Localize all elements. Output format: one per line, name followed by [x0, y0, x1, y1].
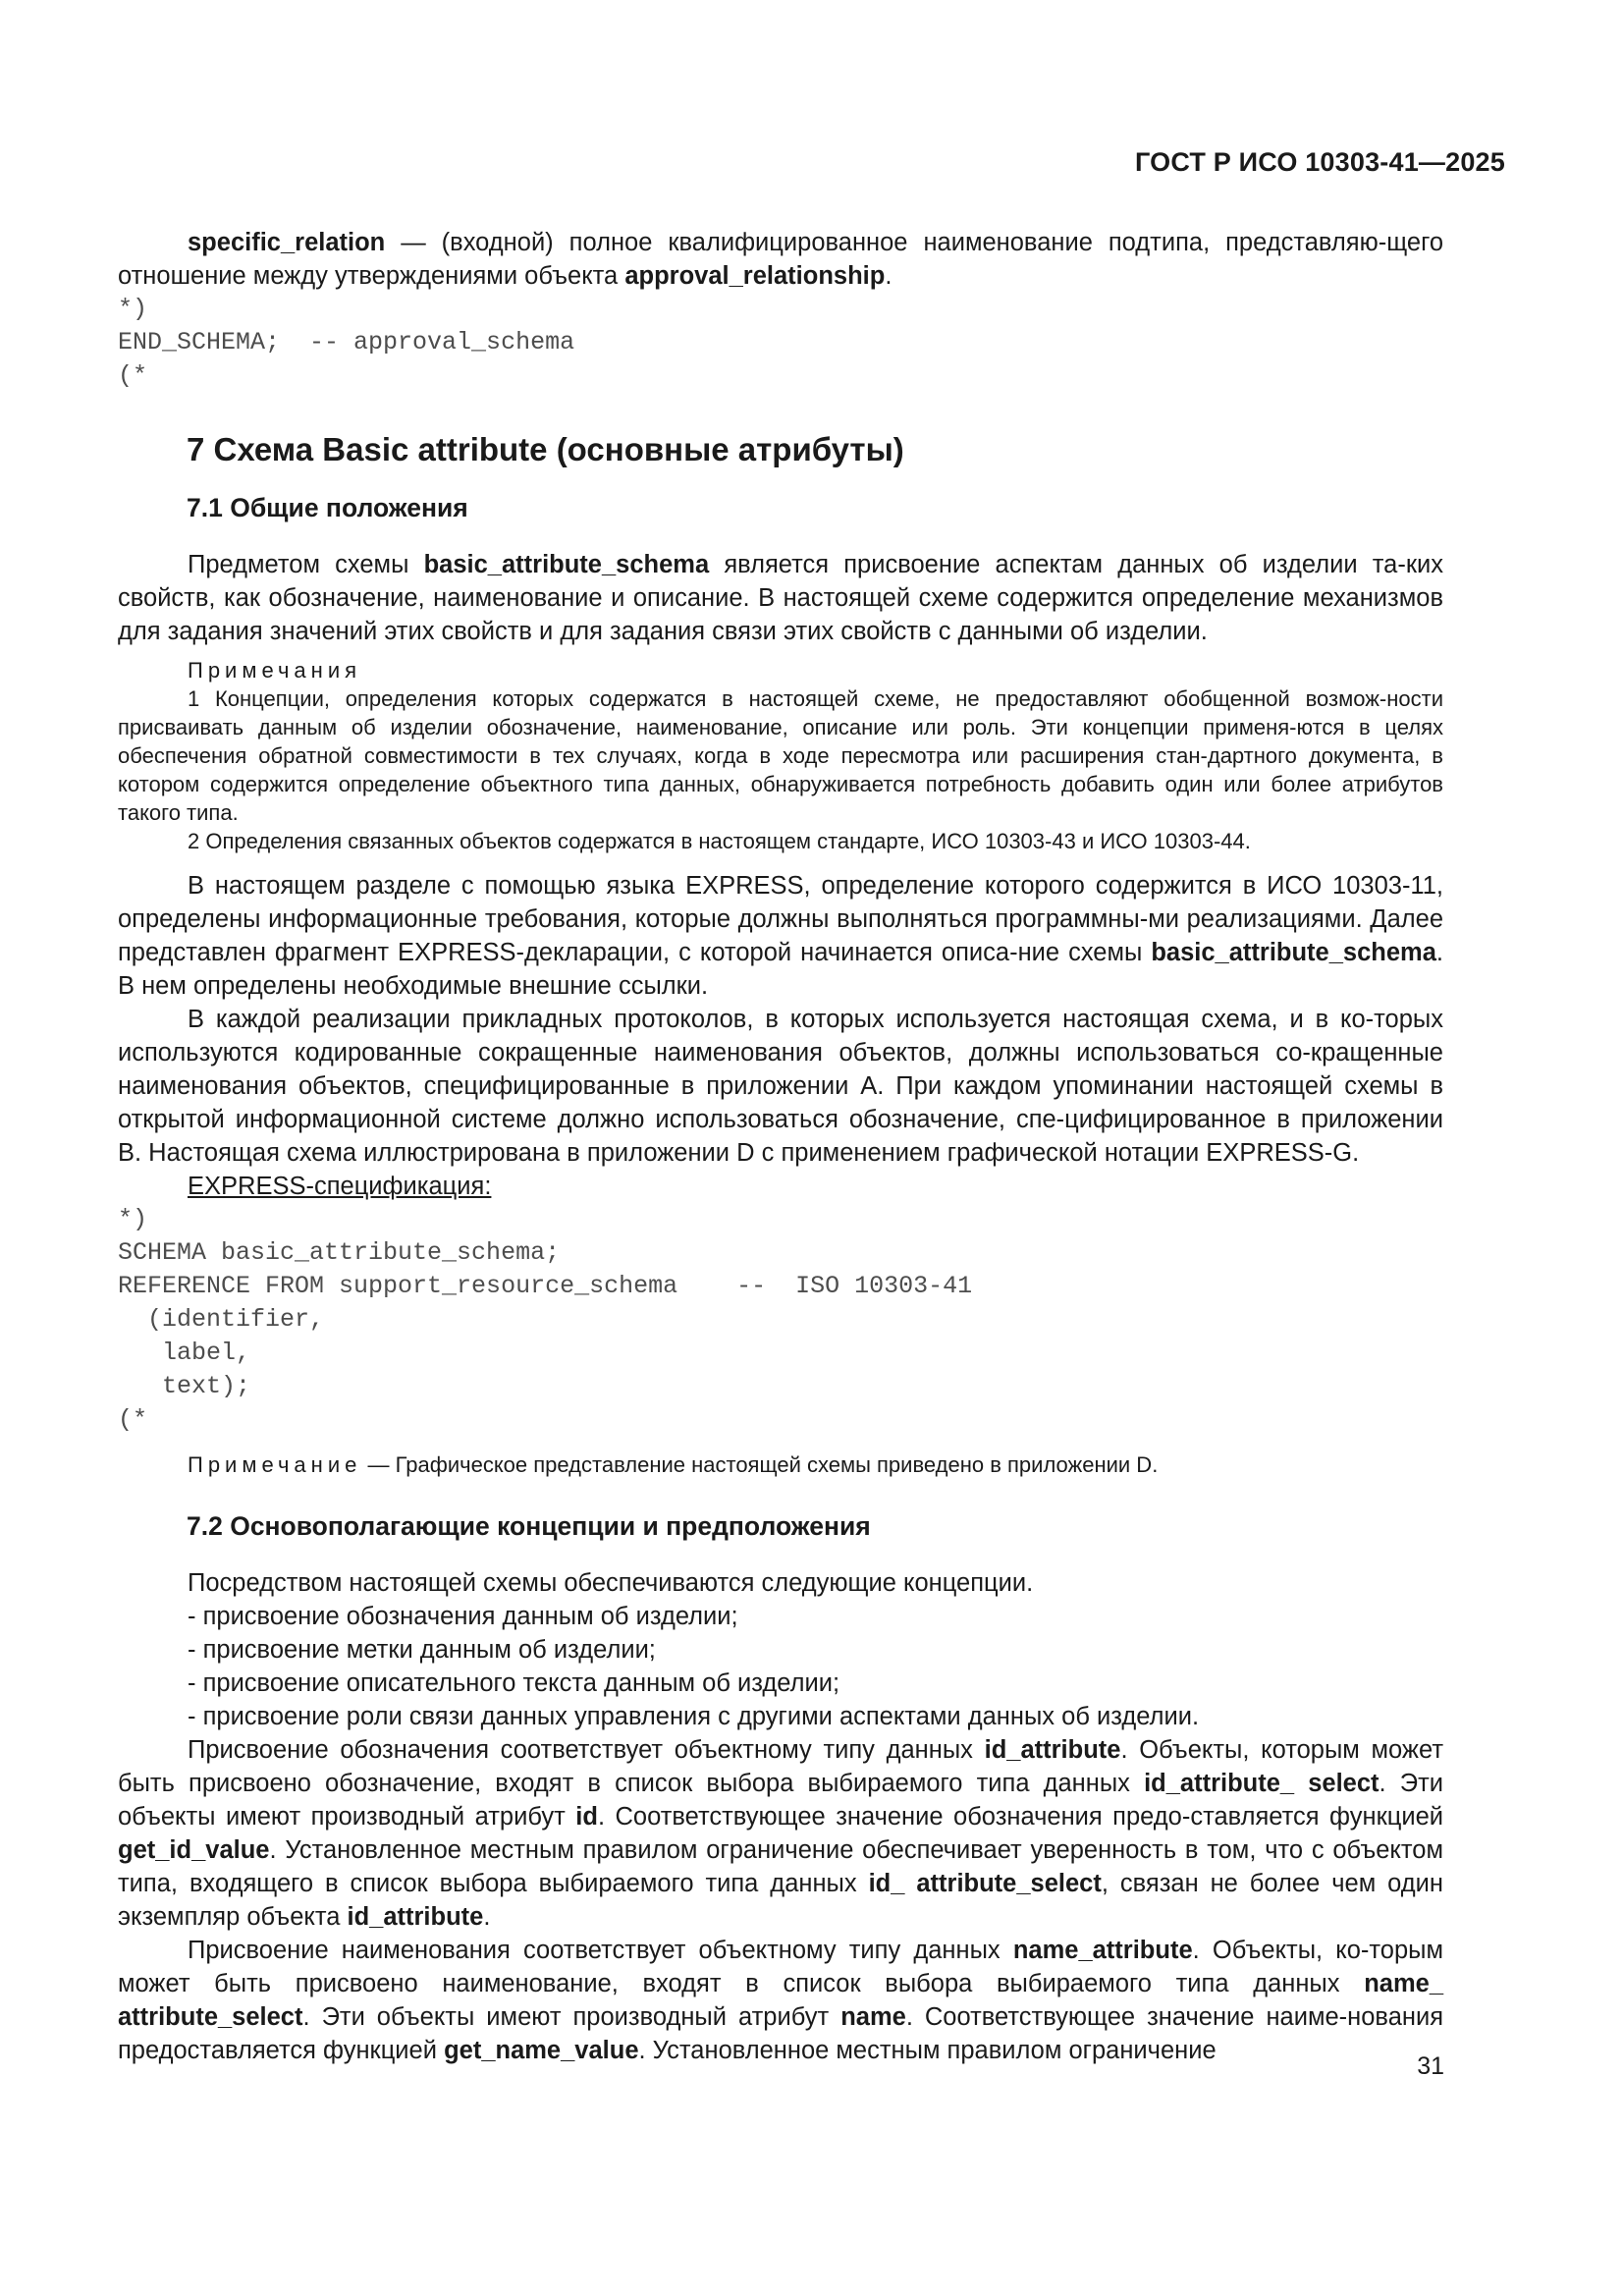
- text-run: . Установленное местным правилом ограничение: [638, 2037, 1217, 2064]
- term: basic_attribute_schema: [1151, 939, 1436, 966]
- text-run: Присвоение наименования соответствует объектному типу данных: [188, 1937, 1013, 1964]
- text-run: . Объекты, ко-торым может быть присвоено наименование, входят в список выбора выбираемого типа данных: [118, 1937, 1443, 1997]
- term: approval_relationship: [624, 262, 886, 290]
- term: name_ attribute_select: [118, 1970, 1443, 2031]
- note-express-g: [188, 1450, 1443, 1480]
- text-run: . Объекты, которым может быть присвоено обозначение, входят в список выбора выбираемого типа данных: [118, 1736, 1444, 1797]
- code-line: (*: [118, 361, 148, 390]
- term: id_ attribute_select: [868, 1870, 1102, 1897]
- text-run: В настоящем разделе с помощью языка EXPRESS, определение которого содержится в ИСО 10303-11, определены информационные требования, которые должны выполняться программны-ми реализациями. Далее представлен фрагмент EXPRESS-декларации, с которой начинается описа-ние схемы: [118, 872, 1443, 966]
- section-7-2-title: 7.2 Основополагающие концепции и предположения: [187, 1511, 871, 1541]
- text-run: .: [885, 262, 893, 290]
- text-run: , связан не более чем один экземпляр объекта: [118, 1870, 1443, 1931]
- text-run: является присвоение аспектам данных об изделии та-ких свойств, как обозначение, наименование и описание. В настоящей схеме содержится определение механизмов для задания значений этих свойств и для задания связи этих свойств с данными об изделии.: [118, 551, 1443, 645]
- concepts-intro: Посредством настоящей схемы обеспечиваются следующие концепции.: [188, 1569, 1034, 1597]
- concept-item: - присвоение роли связи данных управления с другими аспектами данных об изделии.: [188, 1703, 1200, 1730]
- term: id: [575, 1803, 598, 1831]
- code-line: *): [118, 1205, 148, 1233]
- concept-item: - присвоение метки данным об изделии;: [188, 1636, 656, 1664]
- notes-block: [118, 656, 1443, 855]
- note-text: Графическое представление настоящей схемы приведено в приложении D.: [395, 1452, 1159, 1477]
- id-attribute-paragraph: [118, 1733, 1443, 1934]
- note-label: Примечание: [188, 1452, 362, 1477]
- text-run: Присвоение обозначения соответствует объектному типу данных: [188, 1736, 985, 1764]
- code-line: label,: [118, 1339, 251, 1367]
- standard-designation: ГОСТ Р ИСО 10303-41—2025: [1135, 147, 1505, 177]
- term: get_id_value: [118, 1836, 270, 1864]
- term: name_attribute: [1012, 1937, 1193, 1964]
- code-line: *): [118, 295, 148, 323]
- notes-heading: Примечания: [188, 658, 362, 683]
- section-7-1-title: 7.1 Общие положения: [187, 493, 468, 522]
- code-line: REFERENCE FROM support_resource_schema -- ISO 10303-41: [118, 1272, 973, 1300]
- term: basic_attribute_schema: [423, 551, 710, 578]
- text-run: Предметом схемы: [188, 551, 424, 578]
- term: name: [840, 2003, 906, 2031]
- text-run: . Соответствующее значение наиме-нования предоставляется функцией: [118, 2003, 1444, 2064]
- text-run: . Установленное местным правилом ограничение обеспечивает уверенность в том, что с объектом типа, входящего в список выбора выбираемого типа данных: [118, 1836, 1443, 1897]
- paragraph: [118, 548, 1443, 648]
- code-line: (identifier,: [118, 1305, 325, 1334]
- text-run: — (входной) полное квалифицированное наименование подтипа, представляю-щего отношение между утверждениями объекта: [118, 229, 1443, 290]
- specific-relation-paragraph: [118, 226, 1443, 293]
- term: id_attribute: [984, 1736, 1121, 1764]
- express-spec-label-text: EXPRESS-спецификация:: [188, 1173, 492, 1200]
- name-attribute-paragraph: [118, 1934, 1443, 2067]
- page-content: [118, 226, 1443, 2067]
- term: id_attribute: [347, 1903, 484, 1931]
- concept-item: - присвоение обозначения данным об изделии;: [188, 1603, 738, 1630]
- code-line: END_SCHEMA; -- approval_schema: [118, 328, 575, 356]
- code-line: text);: [118, 1372, 251, 1400]
- concept-item: - присвоение описательного текста данным об изделии;: [188, 1669, 840, 1697]
- section-7-title: 7 Схема Basic attribute (основные атрибуты): [187, 431, 904, 467]
- code-line: (*: [118, 1405, 148, 1434]
- text-run: . Эти объекты имеют производный атрибут: [302, 2003, 841, 2031]
- page-number: 31: [1417, 2052, 1444, 2080]
- paragraph: В каждой реализации прикладных протоколов, в которых используется настоящая схема, и в ко-торых используются кодированные сокращенные наименования объектов, должны использоваться со-кращенные наименования объектов, специфицированные в приложении А. При каждом упоминании настоящей схемы в открытой информационной системе должно использоваться обозначение, спе-цифицированное в приложении В. Настоящая схема иллюстрирована в приложении D с применением графической нотации EXPRESS-G.: [118, 1006, 1443, 1167]
- text-run: . Соответствующее значение обозначения предо-ставляется функцией: [597, 1803, 1443, 1831]
- express-spec-label: [118, 1170, 1443, 1203]
- text-run: .: [483, 1903, 491, 1931]
- note-1: 1 Концепции, определения которых содержатся в настоящей схеме, не предоставляют обобщенной возмож-ности присваивать данным об изделии обозначение, наименование, описание или роль. Эти концепции применя-ются в целях обеспечения обратной совместимости в тех случаях, когда в ходе пересмотра или расширения стан-дартного документа, в котором содержится определение объектного типа данных, обнаруживается потребность добавить один или более атрибутов такого типа.: [118, 686, 1443, 825]
- text-run: . В нем определены необходимые внешние ссылки.: [118, 939, 1443, 1000]
- term: id_attribute_ select: [1144, 1770, 1380, 1797]
- code-line: SCHEMA basic_attribute_schema;: [118, 1238, 561, 1267]
- note-dash: —: [361, 1452, 396, 1477]
- text-run: . Эти объекты имеют производный атрибут: [118, 1770, 1443, 1831]
- note-2: 2 Определения связанных объектов содержатся в настоящем стандарте, ИСО 10303-43 и ИСО 10303-44.: [188, 829, 1251, 853]
- paragraph: [118, 869, 1443, 1003]
- term: get_name_value: [444, 2037, 639, 2064]
- term: specific_relation: [188, 229, 386, 256]
